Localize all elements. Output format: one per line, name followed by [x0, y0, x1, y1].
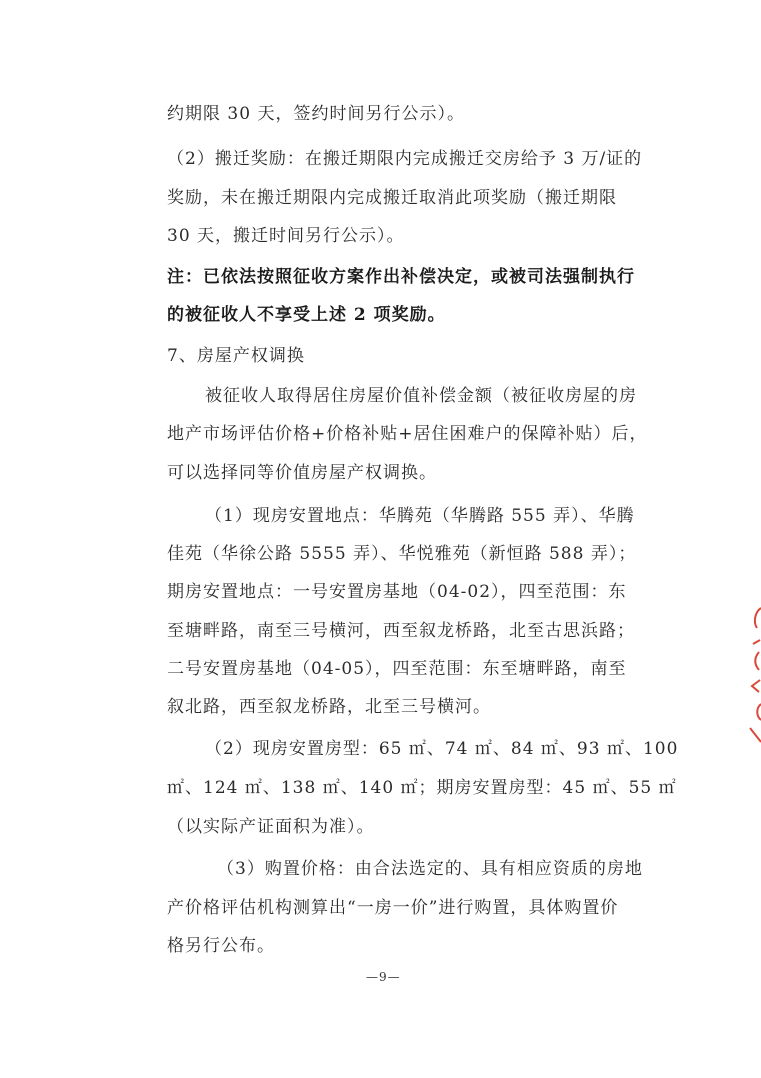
- seal-stroke: [750, 608, 761, 742]
- text-line: （2）现房安置房型：65 ㎡、74 ㎡、84 ㎡、93 ㎡、100: [205, 739, 679, 759]
- text-line: 奖励，未在搬迁期限内完成搬迁取消此项奖励（搬迁期限: [167, 188, 617, 208]
- text-line: 二号安置房基地（04-05），四至范围：东至塘畔路，南至: [167, 659, 627, 679]
- text-line: 产价格评估机构测算出“一房一价”进行购置，具体购置价: [167, 898, 619, 918]
- text-line: 30 天，搬迁时间另行公示）。: [167, 226, 405, 246]
- page-number: —9—: [366, 970, 401, 984]
- text-line: 地产市场评估价格+价格补贴+居住困难户的保障补贴）后，: [167, 424, 648, 444]
- text-line: 至塘畔路，南至三号横河，西至叙龙桥路，北至古思浜路；: [167, 621, 635, 641]
- text-line: （2）搬迁奖励：在搬迁期限内完成搬迁交房给予 3 万/证的: [167, 149, 643, 169]
- text-line: 可以选择同等价值房屋产权调换。: [167, 463, 437, 483]
- text-line: ㎡、124 ㎡、138 ㎡、140 ㎡；期房安置房型：45 ㎡、55 ㎡: [167, 778, 677, 798]
- text-line: 佳苑（华徐公路 5555 弄）、华悦雅苑（新恒路 588 弄）；: [167, 544, 637, 564]
- text-line: （1）现房安置地点：华腾苑（华腾路 555 弄）、华腾: [205, 506, 635, 526]
- text-line: 被征收人取得居住房屋价值补偿金额（被征收房屋的房: [205, 386, 637, 406]
- text-line: 叙北路，西至叙龙桥路，北至三号横河。: [167, 697, 491, 717]
- text-line: 约期限 30 天，签约时间另行公示）。: [167, 104, 465, 124]
- seal-edge-mark: [747, 600, 761, 750]
- note-line: 的被征收人不享受上述 2 项奖励。: [167, 305, 446, 325]
- text-line: 格另行公布。: [167, 936, 275, 956]
- text-line: （3）购置价格：由合法选定的、具有相应资质的房地: [217, 859, 643, 879]
- text-line: （以实际产证面积为准）。: [167, 817, 375, 837]
- text-line: 期房安置地点：一号安置房基地（04-02），四至范围：东: [167, 582, 627, 602]
- section-heading: 7、房屋产权调换: [167, 346, 305, 366]
- note-line: 注：已依法按照征收方案作出补偿决定，或被司法强制执行: [167, 267, 635, 287]
